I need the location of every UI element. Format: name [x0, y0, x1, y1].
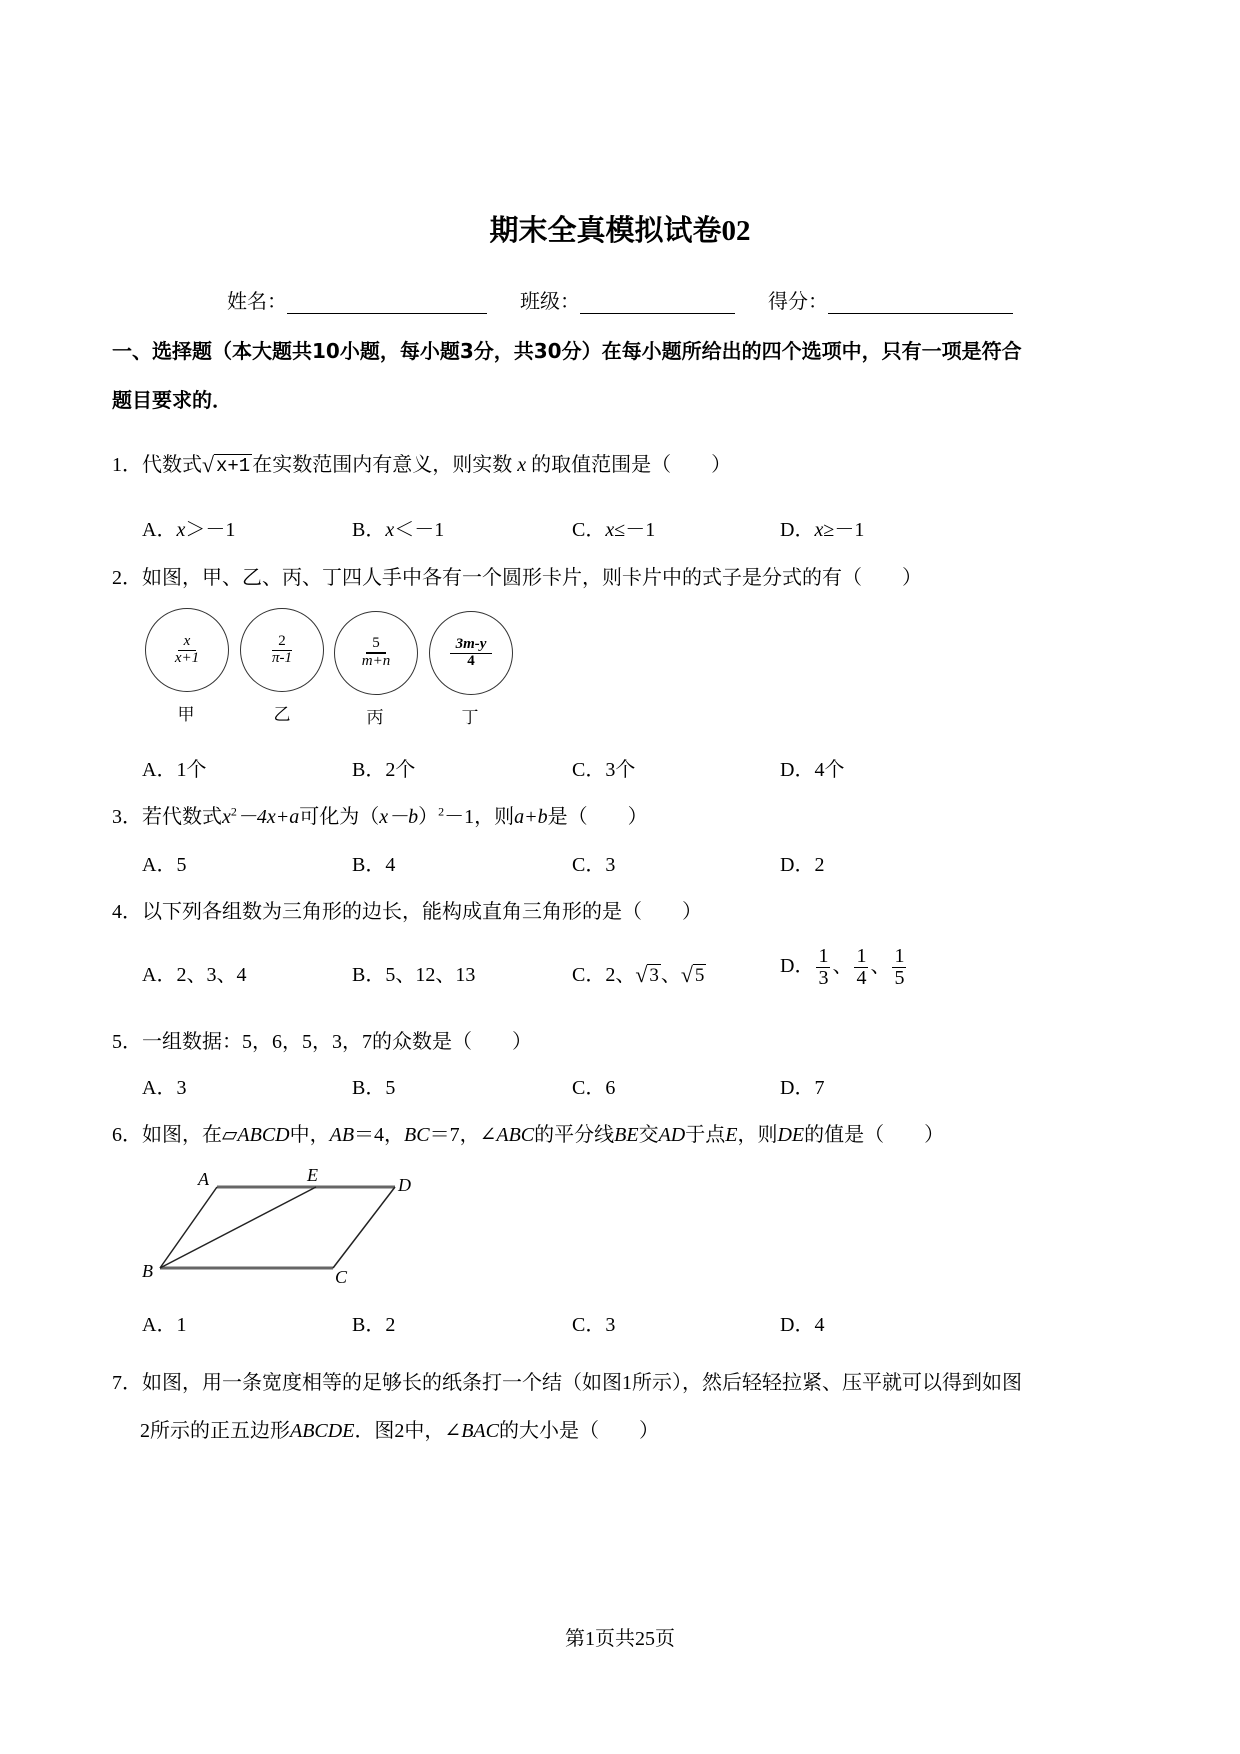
q2-option-b[interactable]: [352, 753, 415, 782]
fraction-one-third: [816, 946, 830, 989]
option-label: D．: [780, 519, 815, 541]
option-text: 1: [176, 1314, 187, 1336]
option-text: 6: [605, 1077, 616, 1099]
radical-icon: √: [202, 452, 215, 477]
q1-option-a[interactable]: [142, 513, 235, 542]
option-label: C．: [572, 1314, 606, 1336]
denominator: 4: [467, 652, 475, 669]
option-label: A．: [142, 854, 177, 876]
option-text: 4: [814, 1314, 825, 1336]
q5-option-a[interactable]: [142, 1071, 186, 1100]
vertex-label-e: E: [307, 1165, 318, 1185]
q3-option-a[interactable]: [142, 848, 186, 877]
math-var: x: [605, 519, 615, 541]
question-text: 的平分线: [534, 1124, 615, 1146]
question-text: 如图，在▱: [142, 1124, 238, 1146]
math-var: AD: [658, 1124, 686, 1146]
question-number: 6．: [112, 1124, 142, 1146]
q3-option-b[interactable]: [352, 848, 395, 877]
question-text: 中，: [289, 1124, 330, 1146]
option-label: A．: [142, 519, 177, 541]
question-text: 若代数式: [142, 806, 222, 828]
math-var: DE: [777, 1124, 805, 1146]
denominator: x+1: [174, 649, 200, 666]
fraction: [175, 634, 199, 667]
sqrt-expression: [202, 454, 252, 477]
fraction: [272, 634, 292, 667]
question-text: ＝4，: [354, 1124, 405, 1146]
option-text: 5、12、13: [385, 964, 476, 986]
numerator: 5: [366, 636, 386, 654]
question-text: 如图，用一条宽度相等的足够长的纸条打一个结（如图1所示），然后轻轻拉紧、压平就可以得到如图: [142, 1372, 1022, 1394]
separator: 、: [832, 955, 853, 978]
math-var: x: [385, 519, 395, 541]
card-jia: [145, 608, 229, 692]
class-blank[interactable]: [580, 293, 735, 314]
question-text: 2所示的正五边形: [140, 1420, 290, 1442]
card-ding: [429, 611, 513, 695]
option-text: 2个: [385, 759, 416, 781]
separator: 、: [660, 964, 681, 986]
math-var: AB: [329, 1124, 355, 1146]
q5-option-b[interactable]: [352, 1071, 395, 1100]
class-field[interactable]: [520, 285, 735, 314]
section-header-line1: 一、选择题（本大题共10小题，每小题3分，共30分）在每小题所给出的四个选项中，只有一项是符合: [112, 339, 1022, 363]
question-text: 以下列各组数为三角形的边长，能构成直角三角形的是（ ）: [142, 901, 702, 923]
q1-option-b[interactable]: [352, 513, 444, 542]
option-text: 2、3、4: [176, 964, 247, 986]
option-text: ＜－1: [394, 519, 445, 541]
question-text: 的取值范围是（ ）: [531, 454, 732, 476]
exponent: 2: [230, 804, 237, 819]
option-text: 3个: [605, 759, 636, 781]
math-var: x: [222, 806, 231, 828]
math-expr: a+b: [514, 806, 548, 828]
denominator: 4: [856, 967, 867, 989]
numerator: 3m-y: [450, 637, 493, 654]
q6-option-a[interactable]: [142, 1308, 186, 1337]
option-label: A．: [142, 1077, 177, 1099]
denominator: 3: [818, 967, 829, 989]
separator: 、: [870, 955, 891, 978]
question-number: 2．: [112, 567, 142, 589]
q1-option-d[interactable]: [780, 513, 864, 542]
question-1: [112, 448, 731, 477]
math-var: BE: [614, 1124, 639, 1146]
option-label: B．: [352, 1314, 386, 1336]
fraction-one-quarter: [854, 946, 868, 989]
question-text: 的大小是（ ）: [498, 1420, 659, 1442]
card-bing: [334, 611, 418, 695]
question-text: －1，则: [444, 806, 515, 828]
name-label: 姓名：: [227, 291, 287, 313]
score-field[interactable]: [768, 285, 1013, 314]
question-text: 一组数据：5，6，5，3，7的众数是（ ）: [142, 1031, 532, 1053]
q5-option-d[interactable]: [780, 1071, 824, 1100]
class-label: 班级：: [520, 291, 580, 313]
q1-option-c[interactable]: [572, 513, 655, 542]
fraction: [450, 637, 493, 670]
q4-option-c[interactable]: [572, 958, 706, 987]
option-text: 2: [385, 1314, 396, 1336]
math-var: E: [725, 1124, 738, 1146]
option-label: C．: [572, 519, 606, 541]
q4-option-a[interactable]: [142, 958, 246, 987]
parallelogram-figure: [130, 1155, 430, 1295]
score-blank[interactable]: [828, 293, 1013, 314]
vertex-label-c: C: [335, 1267, 348, 1287]
radical-icon: √: [680, 962, 693, 987]
numerator: 1: [856, 945, 867, 967]
denominator: m+n: [361, 653, 391, 669]
question-text: 在实数范围内有意义，则实数: [252, 454, 513, 476]
card-label-bing: 丙: [366, 708, 384, 728]
q2-option-d[interactable]: [780, 753, 844, 782]
option-text: 3: [605, 1314, 616, 1336]
option-label: C．: [572, 964, 606, 986]
q3-option-c[interactable]: [572, 848, 615, 877]
sqrt-5: [681, 964, 707, 987]
math-var: BC: [404, 1124, 430, 1146]
option-text: 3: [176, 1077, 187, 1099]
math-expr: －4x+a: [236, 806, 300, 828]
q6-option-c[interactable]: [572, 1308, 615, 1337]
option-text: 2: [814, 854, 825, 876]
option-label: C．: [572, 1077, 606, 1099]
q4-option-b[interactable]: [352, 958, 475, 987]
question-number: 4．: [112, 901, 142, 923]
question-number: 7．: [112, 1372, 142, 1394]
card-yi: [240, 608, 324, 692]
edge-cd: [333, 1187, 395, 1268]
question-number: 3．: [112, 806, 142, 828]
option-text: 7: [814, 1077, 825, 1099]
vertex-label-b: B: [142, 1261, 153, 1281]
question-5: [112, 1025, 532, 1054]
math-expr: x－b: [379, 806, 419, 828]
question-text: ．图2中，∠: [354, 1420, 462, 1442]
numerator: 1: [894, 945, 905, 967]
edge-ab: [160, 1187, 217, 1268]
math-var: x: [814, 519, 824, 541]
card-label-yi: 乙: [273, 705, 291, 725]
option-text: 3: [605, 854, 616, 876]
option-label: D．: [780, 854, 815, 876]
option-text: 1个: [176, 759, 207, 781]
math-var: x: [176, 519, 186, 541]
card-label-jia: 甲: [177, 705, 195, 725]
question-text: 可化为（: [299, 806, 380, 828]
question-text: 于点: [685, 1124, 726, 1146]
section-header-line2: 题目要求的．: [112, 388, 232, 412]
sqrt-3: [635, 964, 661, 987]
question-text: 代数式: [142, 454, 202, 476]
option-text: 5: [176, 854, 187, 876]
question-4: [112, 895, 702, 924]
math-var: x: [517, 454, 527, 476]
q3-option-d[interactable]: [780, 848, 824, 877]
score-label: 得分：: [768, 291, 828, 313]
name-blank[interactable]: [287, 293, 487, 314]
q2-option-a[interactable]: [142, 753, 206, 782]
option-label: A．: [142, 759, 177, 781]
name-field[interactable]: [227, 285, 487, 314]
question-2: [112, 561, 922, 590]
segment-be: [160, 1187, 316, 1268]
question-7-line1: [112, 1366, 1022, 1395]
question-7-line2: [140, 1414, 659, 1443]
fraction: [362, 636, 390, 670]
fraction-one-fifth: [892, 946, 906, 989]
option-label: A．: [142, 964, 177, 986]
denominator: 5: [894, 967, 905, 989]
exponent: 2: [438, 804, 445, 819]
option-label: C．: [572, 854, 606, 876]
question-text: ，则: [737, 1124, 778, 1146]
option-text: ≤－1: [614, 519, 656, 541]
option-label: D．: [780, 955, 815, 978]
option-label: B．: [352, 854, 386, 876]
question-text: 如图，甲、乙、丙、丁四人手中各有一个圆形卡片，则卡片中的式子是分式的有（ ）: [142, 567, 922, 589]
numerator: 2: [272, 634, 292, 651]
option-label: B．: [352, 964, 386, 986]
math-var: ABC: [496, 1124, 535, 1146]
option-label: B．: [352, 519, 386, 541]
vertex-label-a: A: [198, 1169, 209, 1189]
radicand: 5: [694, 965, 705, 986]
option-label: A．: [142, 1314, 177, 1336]
question-number: 1．: [112, 454, 142, 476]
q5-option-c[interactable]: [572, 1071, 615, 1100]
q6-option-b[interactable]: [352, 1308, 395, 1337]
option-label: D．: [780, 1077, 815, 1099]
question-text: 交: [638, 1124, 659, 1146]
q4-option-d[interactable]: [780, 946, 908, 989]
question-text: ）: [418, 806, 439, 828]
numerator: 1: [818, 945, 829, 967]
q6-option-d[interactable]: [780, 1308, 824, 1337]
option-label: B．: [352, 1077, 386, 1099]
vertex-label-d: D: [398, 1175, 411, 1195]
student-info-line: [0, 285, 1240, 314]
option-label: D．: [780, 1314, 815, 1336]
option-text: 5: [385, 1077, 396, 1099]
numerator: x: [178, 634, 197, 651]
denominator: π-1: [271, 649, 292, 666]
option-text: ≥－1: [823, 519, 865, 541]
option-text: 2、: [605, 964, 636, 986]
math-var: ABCD: [237, 1124, 290, 1146]
radicand: x+1: [216, 455, 251, 477]
question-text: ＝7，∠: [429, 1124, 497, 1146]
page-footer: 第1页共25页: [565, 1628, 675, 1650]
radicand: 3: [649, 965, 659, 986]
page-title: 期末全真模拟试卷02: [489, 215, 751, 247]
math-var: BAC: [461, 1420, 499, 1442]
radical-icon: √: [635, 962, 648, 987]
math-var: ABCDE: [290, 1420, 355, 1442]
card-label-ding: 丁: [461, 708, 479, 728]
question-6: [112, 1118, 944, 1147]
option-label: B．: [352, 759, 386, 781]
option-text: 4个: [814, 759, 845, 781]
question-text: 是（ ）: [547, 806, 648, 828]
option-text: ＞－1: [185, 519, 236, 541]
option-text: 4: [385, 854, 396, 876]
q2-option-c[interactable]: [572, 753, 635, 782]
option-label: D．: [780, 759, 815, 781]
question-3: [112, 800, 648, 829]
option-label: C．: [572, 759, 606, 781]
question-number: 5．: [112, 1031, 142, 1053]
question-text: 的值是（ ）: [804, 1124, 945, 1146]
